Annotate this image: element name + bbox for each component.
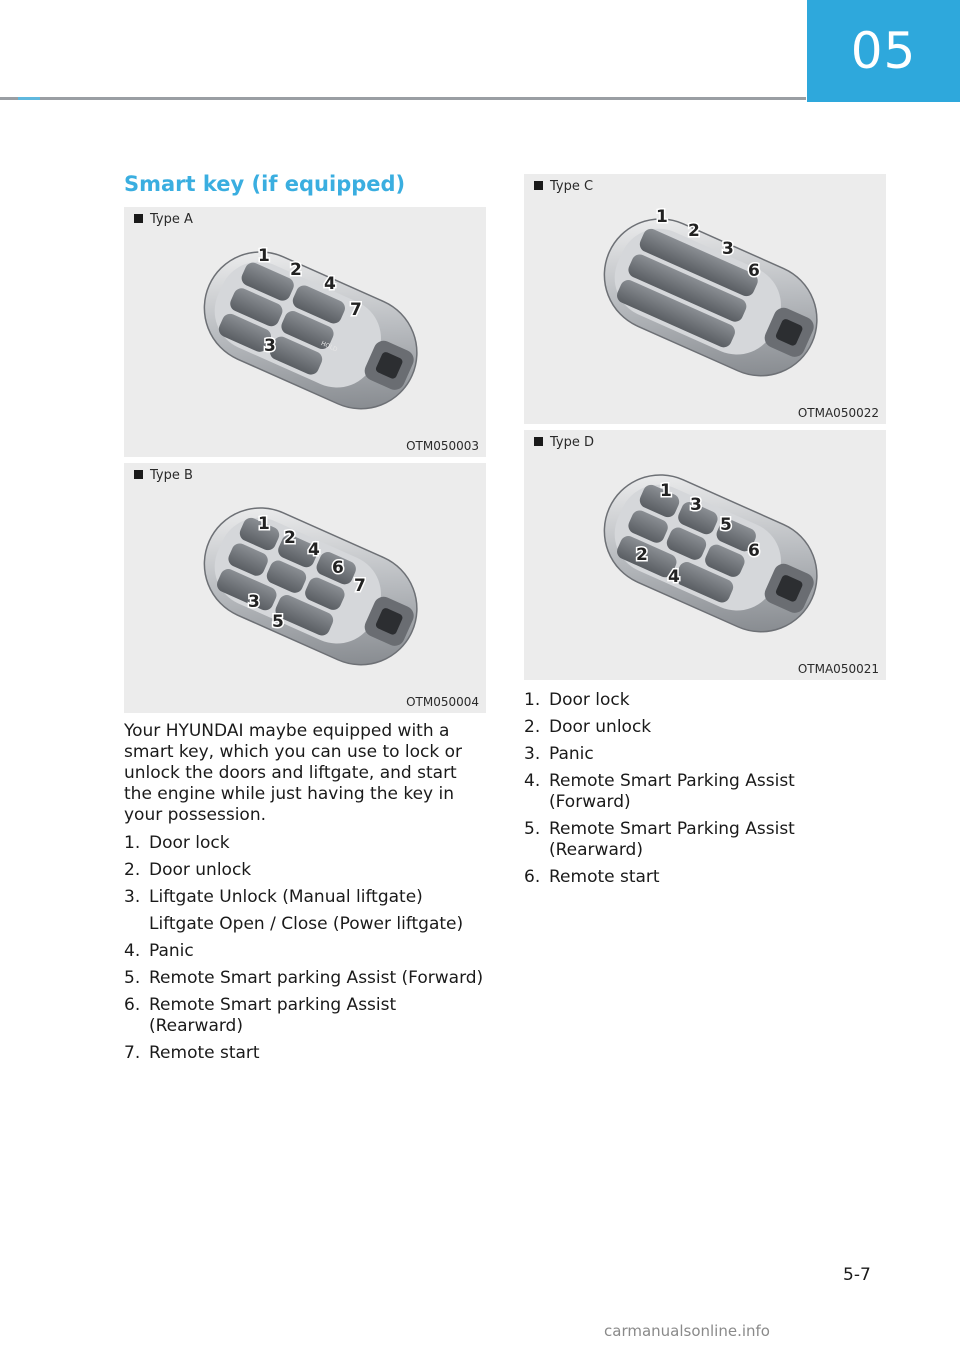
list-item: 1. Door lock bbox=[124, 833, 230, 853]
list-item: 2. Door unlock bbox=[524, 717, 652, 737]
callout-label: 5 bbox=[720, 515, 732, 535]
square-bullet-icon bbox=[534, 181, 543, 190]
list-item: 2. Door unlock bbox=[124, 860, 252, 880]
callout-label: 1 bbox=[656, 207, 668, 227]
callout-label: 7 bbox=[350, 300, 362, 320]
figure-code: OTMA050021 bbox=[797, 662, 879, 676]
callout-label: 3 bbox=[690, 495, 702, 515]
list-item: 1. Door lock bbox=[524, 690, 630, 710]
chapter-tab bbox=[807, 0, 960, 102]
intro-paragraph: Your HYUNDAI maybe equipped with a smart key, which you can use to lock or unlock the doors and liftgate, and start the engine while just having the key in your possession. bbox=[124, 721, 463, 825]
callout-label: 6 bbox=[748, 261, 760, 281]
callout-label: 2 bbox=[688, 221, 700, 241]
callout-label: 4 bbox=[668, 567, 680, 587]
callout-label: 6 bbox=[332, 558, 344, 578]
page-number: 5-7 bbox=[843, 1265, 871, 1285]
callout-label: 2 bbox=[636, 545, 648, 565]
list-item: 3. Panic bbox=[524, 744, 594, 764]
smart-key-type-c-illustration bbox=[584, 196, 834, 406]
callout-label: 3 bbox=[264, 336, 276, 356]
section-title: Smart key (if equipped) bbox=[124, 172, 406, 196]
list-item: 7. Remote start bbox=[124, 1043, 260, 1063]
square-bullet-icon bbox=[134, 470, 143, 479]
smart-key-type-b-illustration bbox=[184, 485, 434, 695]
list-item: 4. Remote Smart Parking Assist (Forward) bbox=[524, 771, 795, 812]
callout-label: 2 bbox=[284, 528, 296, 548]
list-item: 3. Liftgate Unlock (Manual liftgate) Liftgate Open / Close (Power liftgate) bbox=[124, 887, 464, 934]
smart-key-type-a-illustration bbox=[184, 229, 434, 439]
callout-label: 6 bbox=[748, 541, 760, 561]
figure-type-c bbox=[524, 174, 886, 424]
list-item: 6. Remote start bbox=[524, 867, 660, 887]
callout-label: 3 bbox=[248, 592, 260, 612]
callout-label: 2 bbox=[290, 260, 302, 280]
list-item: 4. Panic bbox=[124, 941, 194, 961]
callout-label: 1 bbox=[258, 246, 270, 266]
figure-code: OTM050004 bbox=[406, 695, 479, 709]
square-bullet-icon bbox=[134, 214, 143, 223]
square-bullet-icon bbox=[534, 437, 543, 446]
header-rule bbox=[0, 97, 806, 100]
left-button-list bbox=[124, 833, 484, 1070]
figure-type-d bbox=[524, 430, 886, 680]
figure-type-a bbox=[124, 207, 486, 457]
figure-code: OTM050003 bbox=[406, 439, 479, 453]
list-item: 5. Remote Smart Parking Assist (Rearward) bbox=[524, 819, 795, 860]
chapter-number: 05 bbox=[850, 22, 917, 80]
hold-text: HOLD bbox=[319, 340, 339, 354]
smart-key-type-d-illustration bbox=[584, 452, 834, 662]
callout-label: 7 bbox=[354, 576, 366, 596]
callout-label: 4 bbox=[324, 274, 336, 294]
callout-label: 3 bbox=[722, 239, 734, 259]
list-item: 5. Remote Smart parking Assist (Forward) bbox=[124, 968, 484, 988]
figure-type-b bbox=[124, 463, 486, 713]
figure-label: Type C bbox=[534, 179, 593, 194]
callout-label: 1 bbox=[258, 514, 270, 534]
figure-label: Type D bbox=[534, 435, 594, 450]
list-item: 6. Remote Smart parking Assist (Rearward) bbox=[124, 995, 397, 1036]
figure-code: OTMA050022 bbox=[797, 406, 879, 420]
figure-label: Type A bbox=[134, 212, 193, 227]
figure-label: Type B bbox=[134, 468, 193, 483]
callout-label: 5 bbox=[272, 612, 284, 632]
callout-label: 4 bbox=[308, 540, 320, 560]
right-button-list bbox=[524, 690, 824, 894]
watermark: carmanualsonline.info bbox=[604, 1322, 770, 1340]
callout-label: 1 bbox=[660, 481, 672, 501]
